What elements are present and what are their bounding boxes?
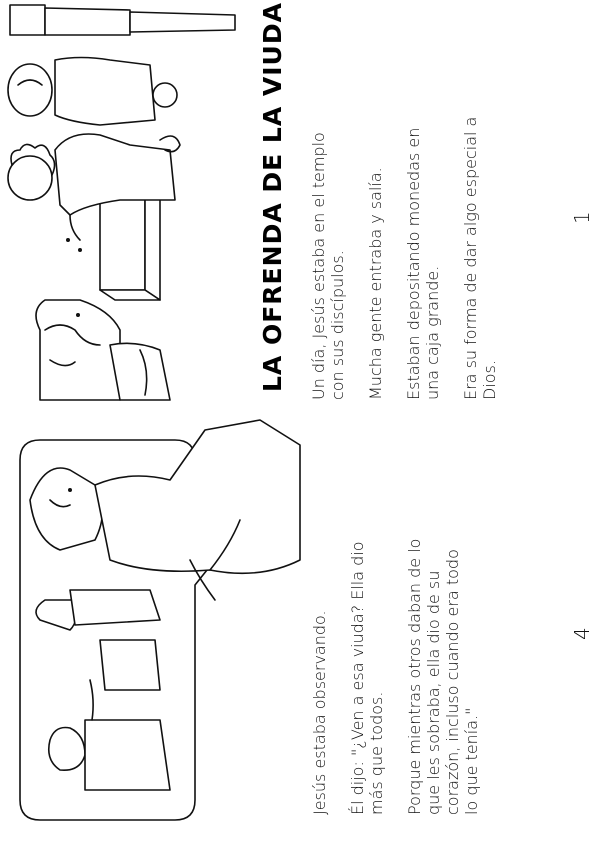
page4-paragraph-2-line-1: Él dijo: "¿Ven a esa viuda? Ella dio	[348, 541, 367, 815]
page4-paragraph-3-line-2: que les sobraba, ella dio de su	[424, 570, 443, 815]
page-number-4: 4	[570, 627, 594, 640]
page4-paragraph-3-line-3: corazón, incluso cuando era todo	[443, 549, 462, 815]
page1-paragraph-1-line-1: Un día, Jesús estaba en el templo	[309, 132, 328, 400]
page1-paragraph-3-line-1: Estaban depositando monedas en	[404, 127, 423, 400]
page1-paragraph-4-line-1: Era su forma de dar algo especial a	[461, 116, 480, 400]
page4-paragraph-3-line-4: lo que tenía."	[462, 707, 481, 815]
page4-paragraph-1: Jesús estaba observando.	[310, 610, 329, 815]
page1-paragraph-3-line-2: una caja grande.	[423, 265, 442, 400]
page1-paragraph-2: Mucha gente entraba y salía.	[366, 167, 385, 400]
page1-paragraph-1-line-2: con sus discípulos.	[328, 250, 347, 400]
page1-paragraph-4-line-2: Dios.	[480, 360, 499, 400]
story-title: LA OFRENDA DE LA VIUDA	[258, 2, 287, 392]
page4-paragraph-3-line-1: Porque mientras otros daban de lo	[405, 538, 424, 815]
page4-paragraph-2-line-2: más que todos.	[367, 691, 386, 815]
page-number-1: 1	[570, 211, 594, 224]
